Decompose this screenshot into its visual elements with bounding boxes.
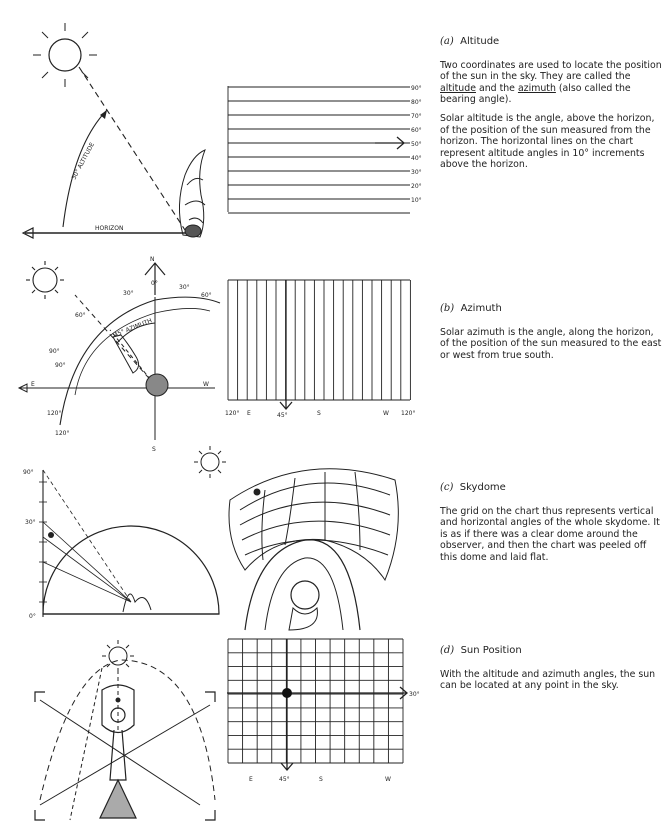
azimuth-label-w: W <box>383 410 389 417</box>
sun-position-dot <box>282 688 292 698</box>
svg-text:120°: 120° <box>55 430 70 437</box>
azimuth-label-45: 45° <box>277 412 288 418</box>
svg-text:30°: 30° <box>179 284 190 291</box>
azimuth-caption <box>440 303 662 368</box>
altitude-marker-arrow <box>375 137 404 149</box>
skydome-perspective <box>185 440 410 640</box>
sun-position-sketch <box>10 630 235 830</box>
sun-position-label-alt: 30° <box>409 691 420 698</box>
azimuth-label-right: 120° <box>401 410 416 417</box>
sun-position-chart <box>225 637 435 787</box>
skydome-caption <box>440 482 662 571</box>
sun-position-label-s: S <box>319 776 323 783</box>
azimuth-title: Azimuth <box>460 303 502 314</box>
azimuth-label-s: S <box>317 410 321 417</box>
skydome-label-30: 30° <box>25 519 36 526</box>
sun-ray-line <box>79 67 185 230</box>
azimuth-chart <box>225 278 435 418</box>
west-label: W <box>203 381 209 388</box>
altitude-tick-label: 30° <box>411 169 422 176</box>
sun-position-title: Sun Position <box>460 645 522 656</box>
skydome-title: Skydome <box>459 482 506 493</box>
sun-position-azimuth-arrow <box>281 639 293 770</box>
sun-position-label-e: E <box>249 776 253 783</box>
altitude-tick-label: 20° <box>411 183 422 190</box>
caption-title: (c) Skydome <box>440 482 506 493</box>
panel-skydome <box>0 440 668 625</box>
altitude-sketch <box>15 5 230 255</box>
altitude-caption <box>440 36 662 178</box>
svg-text:90°: 90° <box>55 362 66 369</box>
horizon-label: HORIZON <box>95 225 124 232</box>
east-label: E <box>31 381 35 388</box>
sun-position-altitude-arrow <box>227 687 407 699</box>
altitude-title: Altitude <box>460 36 500 47</box>
altitude-paragraph-1: Two coordinates are used to locate the position of the sun in the sky. They are called the altitude and the azimuth (also called the bearing angle). <box>440 59 662 106</box>
altitude-chart <box>225 82 435 217</box>
caption-title: (d) Sun Position <box>440 645 522 656</box>
north-label: N <box>150 256 155 263</box>
panel-sun-position <box>0 625 668 825</box>
altitude-tick-label: 10° <box>411 197 422 204</box>
altitude-tick-label: 40° <box>411 155 422 162</box>
sun-icon <box>26 261 64 299</box>
altitude-angle-label: 30° ALTITUDE <box>70 141 97 181</box>
south-label: S <box>152 446 156 453</box>
azimuth-label-e: E <box>247 410 251 417</box>
sun-position-label-w: W <box>385 776 391 783</box>
observer-figure <box>179 150 205 237</box>
caption-title: (b) Azimuth <box>440 303 502 314</box>
north-arrow-icon <box>145 263 165 295</box>
altitude-arc <box>63 110 107 227</box>
sun-icon <box>194 446 226 478</box>
sun-position-caption <box>440 645 662 699</box>
skydome-grid-drawing <box>229 469 398 630</box>
svg-text:60°: 60° <box>75 312 86 319</box>
azimuth-angle-label: 45° AZIMUTH <box>113 317 154 339</box>
altitude-tick-label: 80° <box>411 99 422 106</box>
svg-text:0°: 0° <box>151 280 158 287</box>
altitude-tick-label: 60° <box>411 127 422 134</box>
caption-title: (a) Altitude <box>440 36 500 47</box>
altitude-paragraph-2: Solar altitude is the angle, above the horizon, of the position of the sun measured from the horizon. The horizontal lines on the chart represent altitude angles in 10° increments above the horizon. <box>440 112 655 171</box>
azimuth-tick-labels <box>47 280 212 437</box>
sun-position-label-45: 45° <box>279 776 290 783</box>
altitude-tick-label: 90° <box>411 85 422 92</box>
skydome-label-90: 90° <box>23 469 34 476</box>
sun-icon <box>102 640 134 672</box>
skydome-label-0: 0° <box>29 613 36 620</box>
sun-position-paragraph-1: With the altitude and azimuth angles, the sun can be located at any point in the sky. <box>440 668 656 692</box>
altitude-tick-label: 70° <box>411 113 422 120</box>
svg-text:90°: 90° <box>49 348 60 355</box>
sun-icon <box>33 23 97 87</box>
azimuth-sketch <box>5 255 230 455</box>
skydome-paragraph-1: The grid on the chart thus represents vertical and horizontal angles of the whole skydome. It is as if there was a clear dome around the observer, and then the chart was peeled off this dome and laid flat. <box>440 505 660 563</box>
azimuth-marker-arrow <box>280 280 292 409</box>
svg-text:30°: 30° <box>123 290 134 297</box>
svg-text:120°: 120° <box>47 410 62 417</box>
azimuth-label-left: 120° <box>225 410 240 417</box>
panel-azimuth <box>0 255 668 455</box>
panel-altitude <box>0 0 668 255</box>
azimuth-paragraph-1: Solar azimuth is the angle, along the horizon, of the position of the sun measured to the east or west from true south. <box>440 326 662 361</box>
altitude-tick-label: 50° <box>411 141 422 148</box>
svg-text:60°: 60° <box>201 292 212 299</box>
